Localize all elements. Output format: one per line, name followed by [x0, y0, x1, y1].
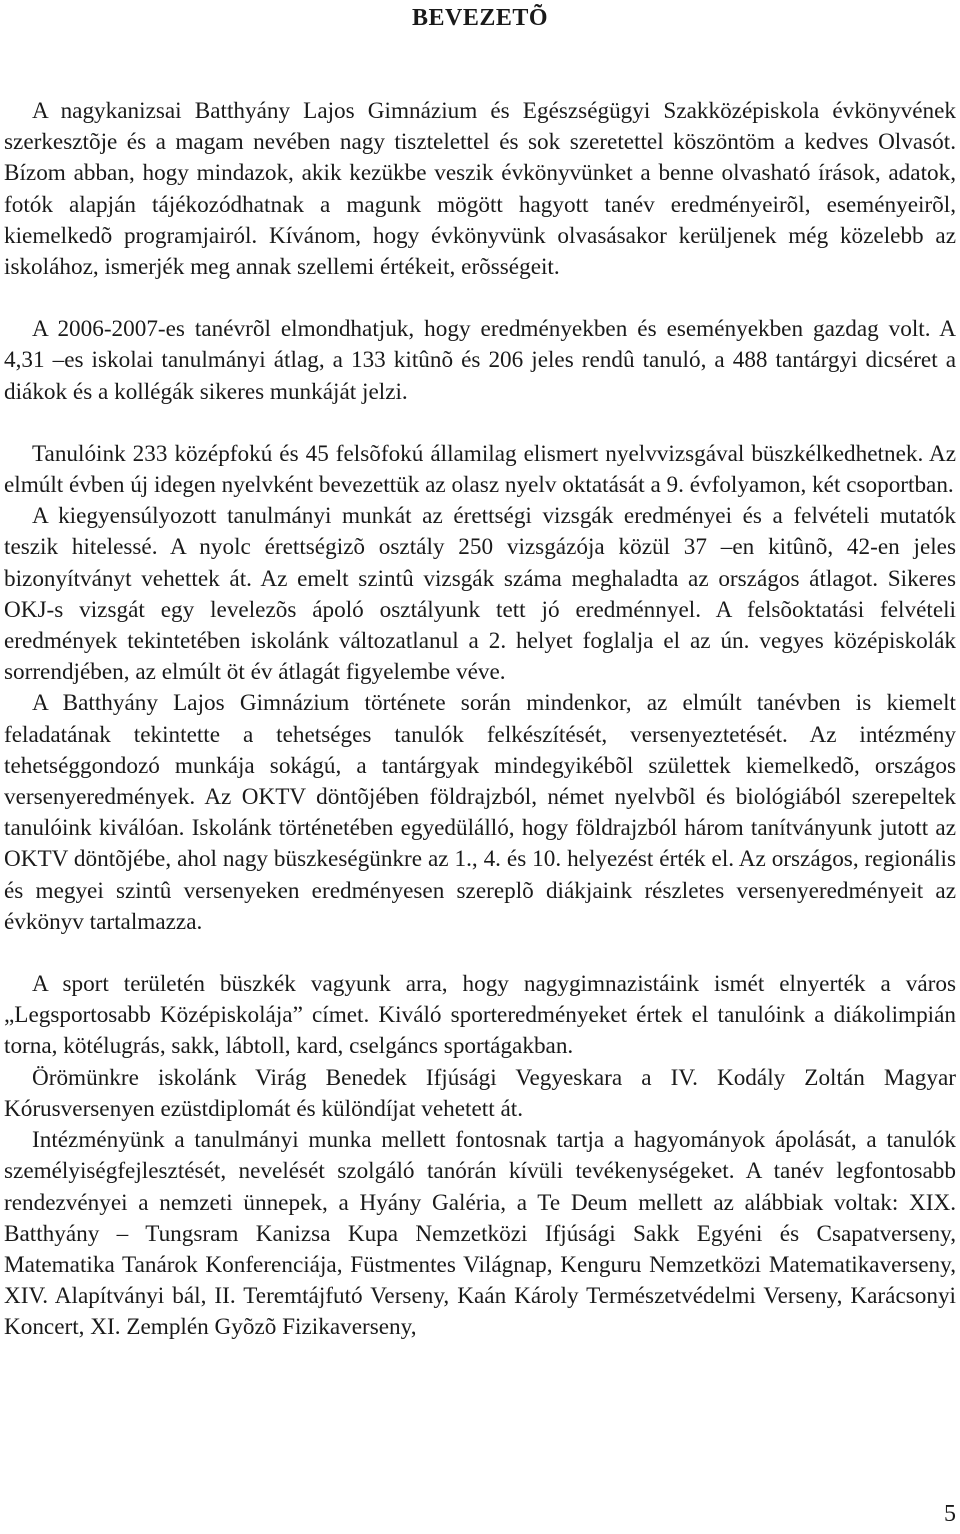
- paragraph-language-exams: Tanulóink 233 középfokú és 45 felsõfokú államilag elismert nyelvvizsgával büszkélkedhetnek. Az elmúlt évben új idegen nyelvként bevezettük az olasz nyelv oktatását a 9. évfolyamon, két csoportban.: [4, 440, 956, 499]
- paragraph-events: Intézményünk a tanulmányi munka mellett fontosnak tartja a hagyományok ápolását, a tanulók személyiségfejlesztését, nevelését szolgáló tanórán kívüli tevékenységeket. A tanév legfontosabb rendezvényei a nemzeti ünnepek, a Hyány Galéria, a Te Deum mellett az alábbiak voltak: XIX. Batthyány – Tungsram Kanizsa Kupa Nemzetközi Ifjúsági Sakk Egyéni és Csapatverseny, Matematika Tanárok Konferenciája, Füstmentes Világnap, Kenguru Nemzetközi Matematikaverseny, XIV. Alapítványi bál, II. Teremtájfutó Verseny, Kaán Károly Természetvédelmi Verseny, Karácsonyi Koncert, XI. Zemplén Gyõzõ Fizikaverseny,: [4, 1127, 956, 1341]
- paragraph-gap: [4, 283, 956, 314]
- paragraph-gap: [4, 408, 956, 439]
- page-number: 5: [944, 1501, 956, 1527]
- paragraph-sport: A sport területén büszkék vagyunk arra, hogy nagygimnazistáink ismét elnyerték a város „Legsportosabb Középiskolája” címet. Kiváló sporteredményeket értek el tanulóink a diákolimpián torna, kötélugrás, sakk, lábtoll, kard, cselgáncs sportágakban.: [4, 971, 956, 1060]
- paragraph-graduation: A kiegyensúlyozott tanulmányi munkát az érettségi vizsgák eredményei és a felvételi mutatók teszik hitelessé. A nyolc érettségizõ osztály 250 vizsgázója közül 37 –en kitûnõ, 42-en jeles bizonyítványt vehettek át. Az emelt szintû vizsgák száma meghaladta az országos átlagot. Sikeres OKJ-s vizsgát egy levelezõs ápoló osztályunk tett jó eredménnyel. A felsõoktatási felvételi eredmények tekintetében iskolánk változatlanul a 2. helyet foglalja el az ún. vegyes középiskolák sorrendjében, az elmúlt öt év átlagát figyelembe véve.: [4, 503, 956, 686]
- body-text: [4, 96, 956, 1344]
- paragraph-gap: [4, 938, 956, 969]
- paragraph-intro: A nagykanizsai Batthyány Lajos Gimnázium és Egészségügyi Szakközépiskola évkönyvének szerkesztõje és a magam nevében nagy tisztelettel és sok szeretettel köszöntöm a kedves Olvasót. Bízom abban, hogy mindazok, akik kezükbe veszik évkönyvünket a benne olvasható írások, adatok, fotók alapján tájékozódhatnak a magunk mögött hagyott tanév eredményeirõl, eseményeirõl, kiemelkedõ programjairól. Kívánom, hogy évkönyvünk olvasásakor kerüljenek még közelebb az iskolához, ismerjék meg annak szellemi értékeit, erõsségeit.: [4, 98, 956, 281]
- paragraph-year-summary: A 2006-2007-es tanévrõl elmondhatjuk, hogy eredményekben és eseményekben gazdag volt. A 4,31 –es iskolai tanulmányi átlag, a 133 kitûnõ és 206 jeles rendû tanuló, a 488 tantárgyi dicséret a diákok és a kollégák sikeres munkáját jelzi.: [4, 316, 956, 405]
- paragraph-talent: A Batthyány Lajos Gimnázium története során mindenkor, az elmúlt tanévben is kiemelt feladatának tekintette a tehetséges tanulók felkészítését, versenyeztetését. Az intézmény tehetséggondozó munkája sokágú, a tantárgyak mindegyikébõl születtek kiemelkedõ, országos versenyeredmények. Az OKTV döntõjében földrajzból, német nyelvbõl és biológiából szerepeltek tanulóink kiválóan. Iskolánk történetében egyedülálló, hogy földrajzból három tanítványunk jutott az OKTV döntõjébe, ahol nagy büszkeségünkre az 1., 4. és 10. helyezést érték el. Az országos, regionális és megyei szintû versenyeken eredményesen szereplõ diákjaink részletes versenyeredményeit az évkönyv tartalmazza.: [4, 690, 956, 935]
- paragraph-choir: Örömünkre iskolánk Virág Benedek Ifjúsági Vegyeskara a IV. Kodály Zoltán Magyar Kórusversenyen ezüstdiplomát és különdíjat vehetett át.: [4, 1064, 956, 1122]
- page-title: BEVEZETÕ: [411, 5, 549, 31]
